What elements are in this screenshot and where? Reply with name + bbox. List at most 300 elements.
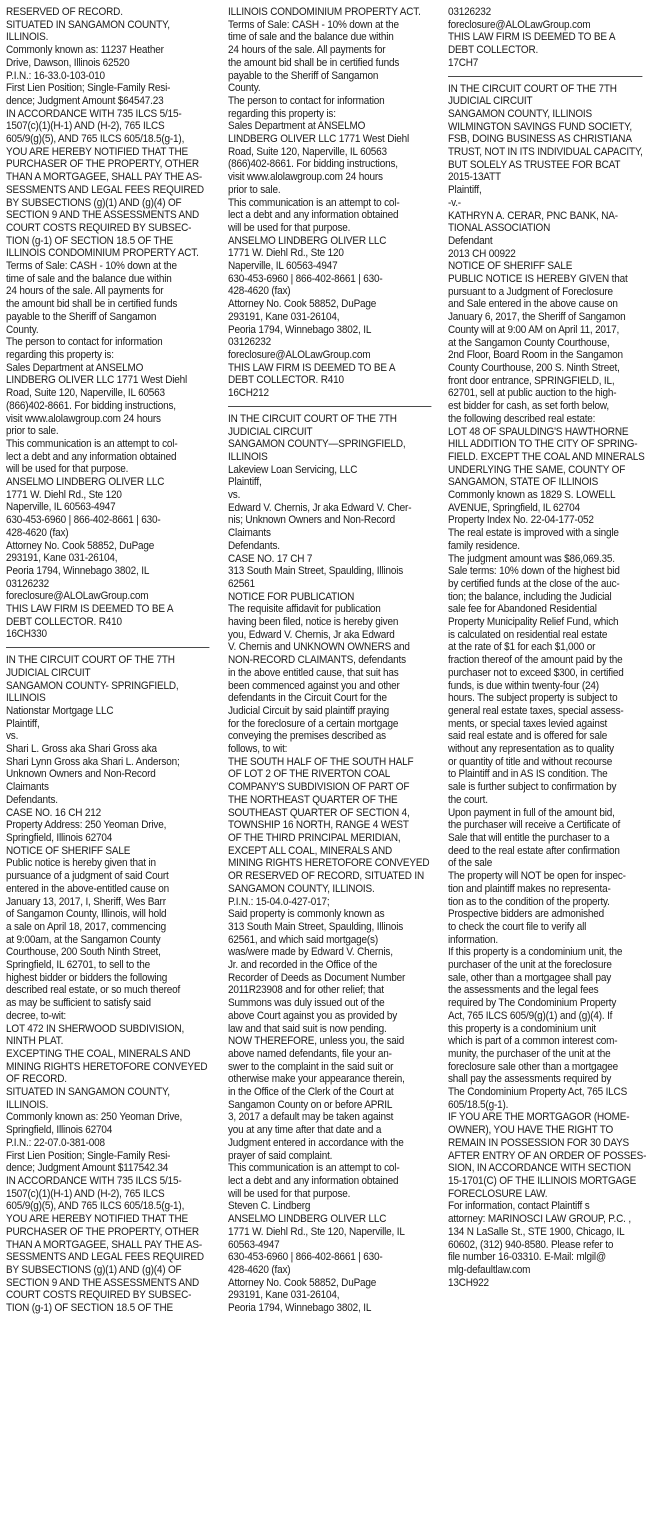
notice-line: SANGAMON COUNTY, ILLINOIS xyxy=(448,107,593,120)
notice-line: Judicial Circuit by said plaintiff praying xyxy=(228,704,389,717)
notice-line: will be used for that purpose. xyxy=(228,221,351,234)
notice-line: 13CH922 xyxy=(448,1276,489,1289)
notice-line: Plaintiff, xyxy=(6,717,40,730)
notice-line: -v.- xyxy=(448,196,461,209)
notice-line: time of sale and the balance due within xyxy=(228,31,394,44)
notice-line: Plaintiff, xyxy=(228,476,262,489)
notice-line: PURCHASER OF THE PROPERTY, OTHER xyxy=(6,158,199,171)
notice-line: 630-453-6960 | 866-402-8661 | 630- xyxy=(228,272,383,285)
notice-line: BY SUBSECTIONS (g)(1) AND (g)(4) OF xyxy=(6,196,182,209)
notice-line: ments, or special taxes levied against xyxy=(448,717,608,730)
notice-line: OWNER), YOU HAVE THE RIGHT TO xyxy=(448,1124,614,1137)
notice-line: information. xyxy=(448,933,499,946)
notice-line: regarding this property is: xyxy=(6,348,114,361)
notice-line: pursuant to a Judgment of Foreclosure xyxy=(448,285,613,298)
notice-divider xyxy=(448,76,642,77)
notice-line: Summons was duly issued out of the xyxy=(228,997,385,1010)
notice-line: DEBT COLLECTOR. R410 xyxy=(228,374,344,387)
notice-line: payable to the Sheriff of Sangamon xyxy=(228,69,379,82)
notice-line: payable to the Sheriff of Sangamon xyxy=(6,310,157,323)
notice-line: Claimants xyxy=(6,781,49,794)
notice-line: Unknown Owners and Non-Record xyxy=(6,768,156,781)
notice-line: the court. xyxy=(448,793,488,806)
notice-line: pursuance of a judgment of said Court xyxy=(6,870,169,883)
notice-divider xyxy=(6,647,209,648)
notice-line: If this property is a condominium unit, the xyxy=(448,946,623,959)
column-3 xyxy=(448,6,646,1289)
notice-line: The person to contact for information xyxy=(228,94,385,107)
notice-line: OF LOT 2 OF THE RIVERTON COAL xyxy=(228,768,391,781)
notice-line: MINING RIGHTS HERETOFORE CONVEYED xyxy=(6,1060,208,1073)
notice-line: Act, 765 ILCS 605/9(g)(1) and (g)(4). If xyxy=(448,1009,613,1022)
notice-line: Peoria 1794, Winnebago 3802, IL xyxy=(6,564,150,577)
notice-line: prayer of said complaint. xyxy=(228,1149,333,1162)
notice-line: The person to contact for information xyxy=(6,336,163,349)
notice-line: hours. The subject property is subject to xyxy=(448,692,618,705)
column-2 xyxy=(228,6,431,1315)
notice-line: TOWNSHIP 16 NORTH, RANGE 4 WEST xyxy=(228,819,409,832)
notice-line: the following described real estate: xyxy=(448,412,596,425)
notice-line: Property Index No. 22-04-177-052 xyxy=(448,514,594,527)
notice-line: 60563-4947 xyxy=(228,1238,280,1251)
notice-line: Judgment entered in accordance with the xyxy=(228,1136,404,1149)
notice-line: DEBT COLLECTOR. R410 xyxy=(6,615,122,628)
notice-line: Commonly known as 1829 S. LOWELL xyxy=(448,489,616,502)
notice-line: LOT 472 IN SHERWOOD SUBDIVISION, xyxy=(6,1022,185,1035)
notice-line: sale is further subject to confirmation by xyxy=(448,781,617,794)
notice-line: 313 South Main Street, Spaulding, Illinois xyxy=(228,920,404,933)
notice-line: prior to sale. xyxy=(228,183,281,196)
notice-line: Terms of Sale: CASH - 10% down at the xyxy=(228,18,399,31)
notice-line: shall pay the assessments required by xyxy=(448,1073,612,1086)
notice-line: (866)402-8661. For bidding instructions, xyxy=(228,158,398,171)
notice-line: prior to sale. xyxy=(6,425,59,438)
notice-line: 428-4620 (fax) xyxy=(6,526,69,539)
notice-line: COURT COSTS REQUIRED BY SUBSEC- xyxy=(6,221,192,234)
notice-line: Terms of Sale: CASH - 10% down at the xyxy=(6,260,177,273)
notice-line: 1507(c)(1)(H-1) AND (H-2), 765 ILCS xyxy=(6,120,165,133)
notice-line: ILLINOIS xyxy=(228,450,268,463)
notice-line: Springfield, Illinois 62704 xyxy=(6,832,113,844)
notice-line: vs. xyxy=(6,730,19,743)
notice-line: Sangamon County on or before APRIL xyxy=(228,1098,393,1111)
notice-line: Naperville, IL 60563-4947 xyxy=(228,260,338,273)
notice-line: family residence. xyxy=(448,539,520,552)
notice-line: above named defendants, file your an- xyxy=(228,1047,392,1060)
notice-line: Commonly known as: 11237 Heather xyxy=(6,44,164,57)
notice-line: Naperville, IL 60563-4947 xyxy=(6,501,116,514)
notice-line: above Court against you as provided by xyxy=(228,1009,398,1022)
notice-line: munity, the purchaser of the unit at the xyxy=(448,1047,611,1060)
notice-line: was/were made by Edward V. Chernis, xyxy=(228,946,393,959)
notice-line: SOUTHEAST QUARTER OF SECTION 4, xyxy=(228,806,410,819)
notice-line: SION, IN ACCORDANCE WITH SECTION xyxy=(448,1162,631,1175)
notice-line: COMPANY'S SUBDIVISION OF PART OF xyxy=(228,781,410,794)
notice-line: 605/18.5(g-1). xyxy=(448,1098,509,1111)
notice-line: (866)402-8661. For bidding instructions, xyxy=(6,399,176,412)
notice-line: EXCEPT ALL COAL, MINERALS AND xyxy=(228,844,393,857)
notice-line: swer to the complaint in the said suit or xyxy=(228,1060,394,1073)
notice-line: 1771 W. Diehl Rd., Ste 120 xyxy=(228,247,344,260)
notice-line: January 6, 2017, the Sheriff of Sangamon xyxy=(448,311,626,324)
notice-line: P.I.N.: 15-04.0-427-017; xyxy=(228,895,330,908)
notice-line: and Sale entered in the above cause on xyxy=(448,298,618,311)
notice-line: Property Address: 250 Yeoman Drive, xyxy=(6,819,167,832)
notice-line: foreclosure sale other than a mortgagee xyxy=(448,1060,619,1073)
notice-line: The requisite affidavit for publication xyxy=(228,603,381,616)
notice-line: visit www.alolawgroup.com 24 hours xyxy=(6,412,161,425)
notice-line: THAN A MORTGAGEE, SHALL PAY THE AS- xyxy=(6,171,203,184)
notice-line: attorney: MARINOSCI LAW GROUP, P.C. , xyxy=(448,1213,631,1226)
notice-line: FSB, DOING BUSINESS AS CHRISTIANA xyxy=(448,133,632,146)
notice-line: THE NORTHEAST QUARTER OF THE xyxy=(228,793,398,806)
notice-line: FIELD. EXCEPT THE COAL AND MINERALS xyxy=(448,450,645,463)
notice-line: 605/9(g)(5), AND 765 ILCS 605/18.5(g-1), xyxy=(6,1200,185,1213)
notice-line: 16CH212 xyxy=(228,387,269,400)
notice-line: Property Municipality Relief Fund, which xyxy=(448,616,619,629)
notice-line: The judgment amount was $86,069.35. xyxy=(448,552,615,565)
notice-line: 16CH330 xyxy=(6,628,47,641)
notice-line: OF RECORD. xyxy=(6,1073,67,1086)
notice-line: Sales Department at ANSELMO xyxy=(6,361,144,374)
notice-line: to Plaintiff and in AS IS condition. The xyxy=(448,768,608,781)
notice-line: SITUATED IN SANGAMON COUNTY, xyxy=(6,18,170,31)
notice-line: will be used for that purpose. xyxy=(228,1187,351,1200)
notice-line: vs. xyxy=(228,489,241,502)
notice-line: you, Edward V. Chernis, Jr aka Edward xyxy=(228,628,395,641)
notice-line: general real estate taxes, special assess- xyxy=(448,704,624,717)
notice-line: First Lien Position; Single-Family Resi- xyxy=(6,82,171,95)
notice-line: County. xyxy=(6,323,39,336)
notice-line: highest bidder or bidders the following xyxy=(6,971,168,984)
notice-line: having been filed, notice is hereby given xyxy=(228,616,399,629)
notice-line: dence; Judgment Amount $117542.34 xyxy=(6,1162,169,1175)
notice-line: First Lien Position; Single-Family Resi- xyxy=(6,1149,171,1162)
notice-line: 428-4620 (fax) xyxy=(228,1263,291,1276)
notice-line: Public notice is hereby given that in xyxy=(6,857,156,870)
notice-line: SESSMENTS AND LEGAL FEES REQUIRED xyxy=(6,183,204,196)
notice-line: This communication is an attempt to col- xyxy=(228,196,400,209)
notice-line: Sales Department at ANSELMO xyxy=(228,120,366,133)
notice-line: County. xyxy=(228,82,261,95)
notice-line: in the above entitled cause, that suit has xyxy=(228,666,399,679)
notice-line: 24 hours of the sale. All payments for xyxy=(228,44,386,57)
notice-line: Said property is commonly known as xyxy=(228,908,385,921)
notice-line: a sale on April 18, 2017, commencing xyxy=(6,920,167,933)
notice-line: Courthouse, 200 South Ninth Street, xyxy=(6,946,161,959)
notice-line: tion; the balance, including the Judicial xyxy=(448,590,612,603)
notice-line: 62561 xyxy=(228,577,255,590)
notice-line: THIS LAW FIRM IS DEEMED TO BE A xyxy=(228,361,396,374)
column-1 xyxy=(6,6,209,1315)
notice-line: you at any time after that date and a xyxy=(228,1124,382,1137)
notice-line: WILMINGTON SAVINGS FUND SOCIETY, xyxy=(448,120,632,133)
notice-line: in the Office of the Clerk of the Court at xyxy=(228,1086,394,1099)
notice-line: will be used for that purpose. xyxy=(6,463,129,476)
notice-line: fraction thereof of the amount paid by the xyxy=(448,654,623,667)
notice-block xyxy=(228,413,431,1315)
notice-line: PUBLIC NOTICE IS HEREBY GIVEN that xyxy=(448,273,628,286)
notice-line: PURCHASER OF THE PROPERTY, OTHER xyxy=(6,1225,199,1238)
notice-line: SANGAMON COUNTY—SPRINGFIELD, xyxy=(228,438,406,451)
notice-line: foreclosure@ALOLawGroup.com xyxy=(228,348,371,361)
notice-line: 03126232 xyxy=(228,336,271,349)
notice-line: law and that said suit is now pending. xyxy=(228,1022,387,1035)
notice-line: funds, is due within twenty-four (24) xyxy=(448,679,599,692)
notice-line: Recorder of Deeds as Document Number xyxy=(228,971,406,984)
notice-line: which is part of a common interest com- xyxy=(448,1035,618,1048)
notice-line: lect a debt and any information obtained xyxy=(228,1174,399,1187)
notice-line: the amount bid shall be in certified funds xyxy=(228,56,400,69)
notice-line: Shari L. Gross aka Shari Gross aka xyxy=(6,743,157,756)
notice-line: Attorney No. Cook 58852, DuPage xyxy=(228,1276,377,1289)
notice-line: LINDBERG OLIVER LLC 1771 West Diehl xyxy=(228,133,410,146)
notice-line: NOW THEREFORE, unless you, the said xyxy=(228,1035,405,1048)
notice-line: IN THE CIRCUIT COURT OF THE 7TH xyxy=(448,82,617,95)
notice-line: SECTION 9 AND THE ASSESSMENTS AND xyxy=(6,1276,200,1289)
notice-line: Road, Suite 120, Naperville, IL 60563 xyxy=(6,387,165,400)
notice-line: at the Sangamon County Courthouse, xyxy=(448,336,610,349)
notice-line: by certified funds at the close of the auc- xyxy=(448,577,620,590)
notice-line: 2nd Floor, Board Room in the Sangamon xyxy=(448,349,623,362)
notice-line: ANSELMO LINDBERG OLIVER LLC xyxy=(228,1213,387,1226)
notice-line: ILLINOIS xyxy=(6,692,46,705)
notice-line: is calculated on residential real estate xyxy=(448,628,608,641)
notice-line: LOT 48 OF SPAULDING'S HAWTHORNE xyxy=(448,425,629,438)
notice-block xyxy=(228,6,431,400)
notice-line: Shari Lynn Gross aka Shari L. Anderson; xyxy=(6,755,180,768)
notice-line: DEBT COLLECTOR. xyxy=(448,44,539,57)
notice-line: 2015-13ATT xyxy=(448,171,501,184)
notice-line: ILLINOIS. xyxy=(6,1098,49,1111)
notice-line: Nationstar Mortgage LLC xyxy=(6,704,114,717)
notice-line: conveying the premises described as xyxy=(228,730,386,743)
notice-line: County will at 9:00 AM on April 11, 2017, xyxy=(448,323,620,336)
notice-line: 1771 W. Diehl Rd., Ste 120 xyxy=(6,488,122,501)
notice-line: nis; Unknown Owners and Non-Record xyxy=(228,514,396,527)
notice-line: been commenced against you and other xyxy=(228,679,400,692)
notice-line: sale, other than a mortgagee shall pay xyxy=(448,971,612,984)
notice-divider xyxy=(228,406,431,407)
notice-line: Drive, Dawson, Illinois 62520 xyxy=(6,56,130,69)
notice-line: said real estate and is offered for sale xyxy=(448,730,608,743)
notice-line: Springfield, IL 62701, to sell to the xyxy=(6,959,150,972)
notice-line: to check the court file to verify all xyxy=(448,920,587,933)
notice-line: MINING RIGHTS HERETOFORE CONVEYED xyxy=(228,857,430,870)
notice-line: 3, 2017 a default may be taken against xyxy=(228,1111,394,1124)
notice-line: Upon payment in full of the amount bid, xyxy=(448,806,615,819)
notice-line: 630-453-6960 | 866-402-8661 | 630- xyxy=(228,1251,383,1264)
notice-line: Springfield, Illinois 62704 xyxy=(6,1124,113,1137)
notice-block xyxy=(448,82,646,1290)
notice-line: Defendant xyxy=(448,234,493,247)
notice-line: 2011R23908 and for other relief; that xyxy=(228,984,384,997)
notice-line: V. Chernis and UNKNOWN OWNERS and xyxy=(228,641,410,654)
notice-block xyxy=(6,6,209,641)
notice-line: THIS LAW FIRM IS DEEMED TO BE A xyxy=(6,603,174,616)
notice-line: Road, Suite 120, Naperville, IL 60563 xyxy=(228,145,387,158)
notice-line: Defendants. xyxy=(228,539,280,552)
notice-line: 15-1701(C) OF THE ILLINOIS MORTGAGE xyxy=(448,1174,637,1187)
notice-line: NOTICE OF SHERIFF SALE xyxy=(448,260,573,273)
notice-line: AFTER ENTRY OF AN ORDER OF POSSES- xyxy=(448,1149,646,1162)
notice-line: defendants in the Circuit Court for the xyxy=(228,692,387,705)
notice-line: described real estate, or so much thereof xyxy=(6,984,181,997)
notice-line: lect a debt and any information obtained xyxy=(228,209,399,222)
notice-line: TION (g-1) OF SECTION 18.5 OF THE xyxy=(6,1302,173,1315)
notice-line: HILL ADDITION TO THE CITY OF SPRING- xyxy=(448,438,638,451)
notice-line: THAN A MORTGAGEE, SHALL PAY THE AS- xyxy=(6,1238,203,1251)
notice-line: 428-4620 (fax) xyxy=(228,285,291,298)
notice-line: BY SUBSECTIONS (g)(1) AND (g)(4) OF xyxy=(6,1263,182,1276)
notice-line: ILLINOIS. xyxy=(6,31,49,44)
notice-line: 605/9(g)(5), AND 765 ILCS 605/18.5(g-1), xyxy=(6,133,185,146)
notice-line: ILLINOIS CONDOMINIUM PROPERTY ACT. xyxy=(6,247,199,260)
notice-line: IN THE CIRCUIT COURT OF THE 7TH xyxy=(6,654,175,667)
notice-line: OR RESERVED OF RECORD, SITUATED IN xyxy=(228,870,425,883)
notice-line: SANGAMON COUNTY- SPRINGFIELD, xyxy=(6,679,179,692)
notice-line: Steven C. Lindberg xyxy=(228,1200,311,1213)
notice-line: SANGAMON, STATE OF ILLINOIS xyxy=(448,476,599,489)
notice-line: NINTH PLAT. xyxy=(6,1035,64,1048)
notice-line: Lakeview Loan Servicing, LLC xyxy=(228,463,358,476)
notice-line: regarding this property is: xyxy=(228,107,336,120)
notice-line: NOTICE OF SHERIFF SALE xyxy=(6,844,131,857)
notice-line: follows, to wit: xyxy=(228,743,288,756)
notice-line: file number 16-03310. E-Mail: mlgil@ xyxy=(448,1251,606,1264)
notice-line: 03126232 xyxy=(448,6,491,18)
notice-line: 60602, (312) 940-8580. Please refer to xyxy=(448,1238,614,1251)
notice-line: SANGAMON COUNTY, ILLINOIS. xyxy=(228,882,375,895)
notice-line: ILLINOIS CONDOMINIUM PROPERTY ACT. xyxy=(228,6,421,18)
notice-line: SESSMENTS AND LEGAL FEES REQUIRED xyxy=(6,1251,204,1264)
notice-line: of the sale xyxy=(448,857,493,870)
notice-line: Edward V. Chernis, Jr aka Edward V. Cher- xyxy=(228,501,412,514)
notice-line: REMAIN IN POSSESSION FOR 30 DAYS xyxy=(448,1136,630,1149)
notice-line: YOU ARE HEREBY NOTIFIED THAT THE xyxy=(6,1213,188,1226)
notice-line: Jr. and recorded in the Office of the xyxy=(228,959,378,972)
notice-line: 293191, Kane 031-26104, xyxy=(228,1289,340,1302)
notice-line: Sale terms: 10% down of the highest bid xyxy=(448,565,620,578)
notice-line: THE SOUTH HALF OF THE SOUTH HALF xyxy=(228,755,414,768)
notice-line: 24 hours of the sale. All payments for xyxy=(6,285,164,298)
notice-line: OF THE THIRD PRINCIPAL MERIDIAN, xyxy=(228,832,401,844)
notice-line: est bidder for cash, as set forth below, xyxy=(448,400,609,413)
notice-line: BUT SOLELY AS TRUSTEE FOR BCAT xyxy=(448,158,621,171)
notice-line: Prospective bidders are admonished xyxy=(448,908,604,921)
notice-line: foreclosure@ALOLawGroup.com xyxy=(448,18,591,31)
notice-line: The property will NOT be open for inspec- xyxy=(448,870,626,883)
notice-line: front door entrance, SPRINGFIELD, IL, xyxy=(448,374,615,387)
notice-line: 1507(c)(1)(H-1) AND (H-2), 765 ILCS xyxy=(6,1187,165,1200)
notice-block xyxy=(448,6,642,70)
notice-line: the purchaser will receive a Certificate of xyxy=(448,819,621,832)
notice-line: dence; Judgment Amount $64547.23 xyxy=(6,94,164,107)
notice-line: SITUATED IN SANGAMON COUNTY, xyxy=(6,1086,170,1099)
notice-line: lect a debt and any information obtained xyxy=(6,450,177,463)
notice-line: 62561, and which said mortgage(s) xyxy=(228,933,379,946)
notice-line: the assessments and the legal fees xyxy=(448,984,599,997)
notice-line: the amount bid shall be in certified funds xyxy=(6,298,178,311)
notice-line: ANSELMO LINDBERG OLIVER LLC xyxy=(228,234,387,247)
notice-block xyxy=(6,654,209,1315)
notice-line: 2013 CH 00922 xyxy=(448,247,516,260)
notice-line: This communication is an attempt to col- xyxy=(6,437,178,450)
notice-line: IN ACCORDANCE WITH 735 ILCS 5/15- xyxy=(6,1174,182,1187)
notice-line: NOTICE FOR PUBLICATION xyxy=(228,590,355,603)
notice-line: sale fee for Abandoned Residential xyxy=(448,603,597,616)
notice-line: decree, to-wit: xyxy=(6,1009,67,1022)
notice-line: EXCEPTING THE COAL, MINERALS AND xyxy=(6,1047,191,1060)
notice-line: 293191, Kane 031-26104, xyxy=(6,552,118,565)
notice-line: Peoria 1794, Winnebago 3802, IL xyxy=(228,323,372,336)
notice-line: IF YOU ARE THE MORTGAGOR (HOME- xyxy=(448,1111,630,1124)
notice-line: at the rate of $1 for each $1,000 or xyxy=(448,641,596,654)
notice-line: foreclosure@ALOLawGroup.com xyxy=(6,590,149,603)
notice-line: UNDERLYING THE SAME, COUNTY OF xyxy=(448,463,626,476)
notice-line: this property is a condominium unit xyxy=(448,1022,596,1035)
notice-line: as may be sufficient to satisfy said xyxy=(6,997,151,1010)
notice-line: Plaintiff, xyxy=(448,184,482,197)
notice-line: Commonly known as: 250 Yeoman Drive, xyxy=(6,1111,183,1124)
notice-line: YOU ARE HEREBY NOTIFIED THAT THE xyxy=(6,145,188,158)
notice-line: tion as to the condition of the property. xyxy=(448,895,610,908)
notice-line: of Sangamon County, Illinois, will hold xyxy=(6,908,167,921)
notice-line: TION (g-1) OF SECTION 18.5 OF THE xyxy=(6,234,173,247)
notice-line: 630-453-6960 | 866-402-8661 | 630- xyxy=(6,514,161,527)
notice-line: at 9:00am, at the Sangamon County xyxy=(6,933,161,946)
notice-line: P.I.N.: 16-33.0-103-010 xyxy=(6,69,105,82)
notice-line: THIS LAW FIRM IS DEEMED TO BE A xyxy=(448,31,616,44)
notice-line: NON-RECORD CLAIMANTS, defendants xyxy=(228,654,406,667)
notice-line: JUDICIAL CIRCUIT xyxy=(448,95,533,108)
notice-line: SECTION 9 AND THE ASSESSMENTS AND xyxy=(6,209,200,222)
notice-line: deed to the real estate after confirmation xyxy=(448,844,620,857)
notice-line: COURT COSTS REQUIRED BY SUBSEC- xyxy=(6,1289,192,1302)
notice-line: purchaser not to exceed $300, in certified xyxy=(448,666,624,679)
notice-line: 17CH7 xyxy=(448,56,479,69)
notice-line: visit www.alolawgroup.com 24 hours xyxy=(228,171,383,184)
notice-line: KATHRYN A. CERAR, PNC BANK, NA- xyxy=(448,209,618,222)
notice-line: mlg-defaultlaw.com xyxy=(448,1263,531,1276)
notice-line: County Courthouse, 200 S. Ninth Street, xyxy=(448,361,620,374)
notice-line: LINDBERG OLIVER LLC 1771 West Diehl xyxy=(6,374,188,387)
notice-line: This communication is an attempt to col- xyxy=(228,1162,400,1175)
notice-line: RESERVED OF RECORD. xyxy=(6,6,123,18)
notice-line: TIONAL ASSOCIATION xyxy=(448,222,551,235)
notice-line: 62701, sell at public auction to the high- xyxy=(448,387,617,400)
notice-line: 1771 W. Diehl Rd., Ste 120, Naperville, IL xyxy=(228,1225,405,1238)
notice-line: 293191, Kane 031-26104, xyxy=(228,310,340,323)
notice-line: 03126232 xyxy=(6,577,49,590)
notice-line: The Condominium Property Act, 765 ILCS xyxy=(448,1086,628,1099)
notice-line: January 13, 2017, I, Sheriff, Wes Barr xyxy=(6,895,166,908)
notice-line: JUDICIAL CIRCUIT xyxy=(228,425,313,438)
notice-line: JUDICIAL CIRCUIT xyxy=(6,666,91,679)
notice-line: 134 N LaSalle St., STE 1900, Chicago, IL xyxy=(448,1225,625,1238)
notice-line: Attorney No. Cook 58852, DuPage xyxy=(228,298,377,311)
notice-line: Claimants xyxy=(228,527,271,540)
notice-line: CASE NO. 17 CH 7 xyxy=(228,552,313,565)
notice-line: IN ACCORDANCE WITH 735 ILCS 5/15- xyxy=(6,107,182,120)
notice-line: FORECLOSURE LAW. xyxy=(448,1187,548,1200)
notice-line: required by The Condominium Property xyxy=(448,997,617,1010)
notice-line: 313 South Main Street, Spaulding, Illinois xyxy=(228,565,404,578)
notice-line: The real estate is improved with a single xyxy=(448,527,619,540)
notice-line: Peoria 1794, Winnebago 3802, IL xyxy=(228,1302,372,1315)
notice-line: otherwise make your appearance therein, xyxy=(228,1073,405,1086)
notice-line: AVENUE, Springfield, IL 62704 xyxy=(448,501,580,514)
